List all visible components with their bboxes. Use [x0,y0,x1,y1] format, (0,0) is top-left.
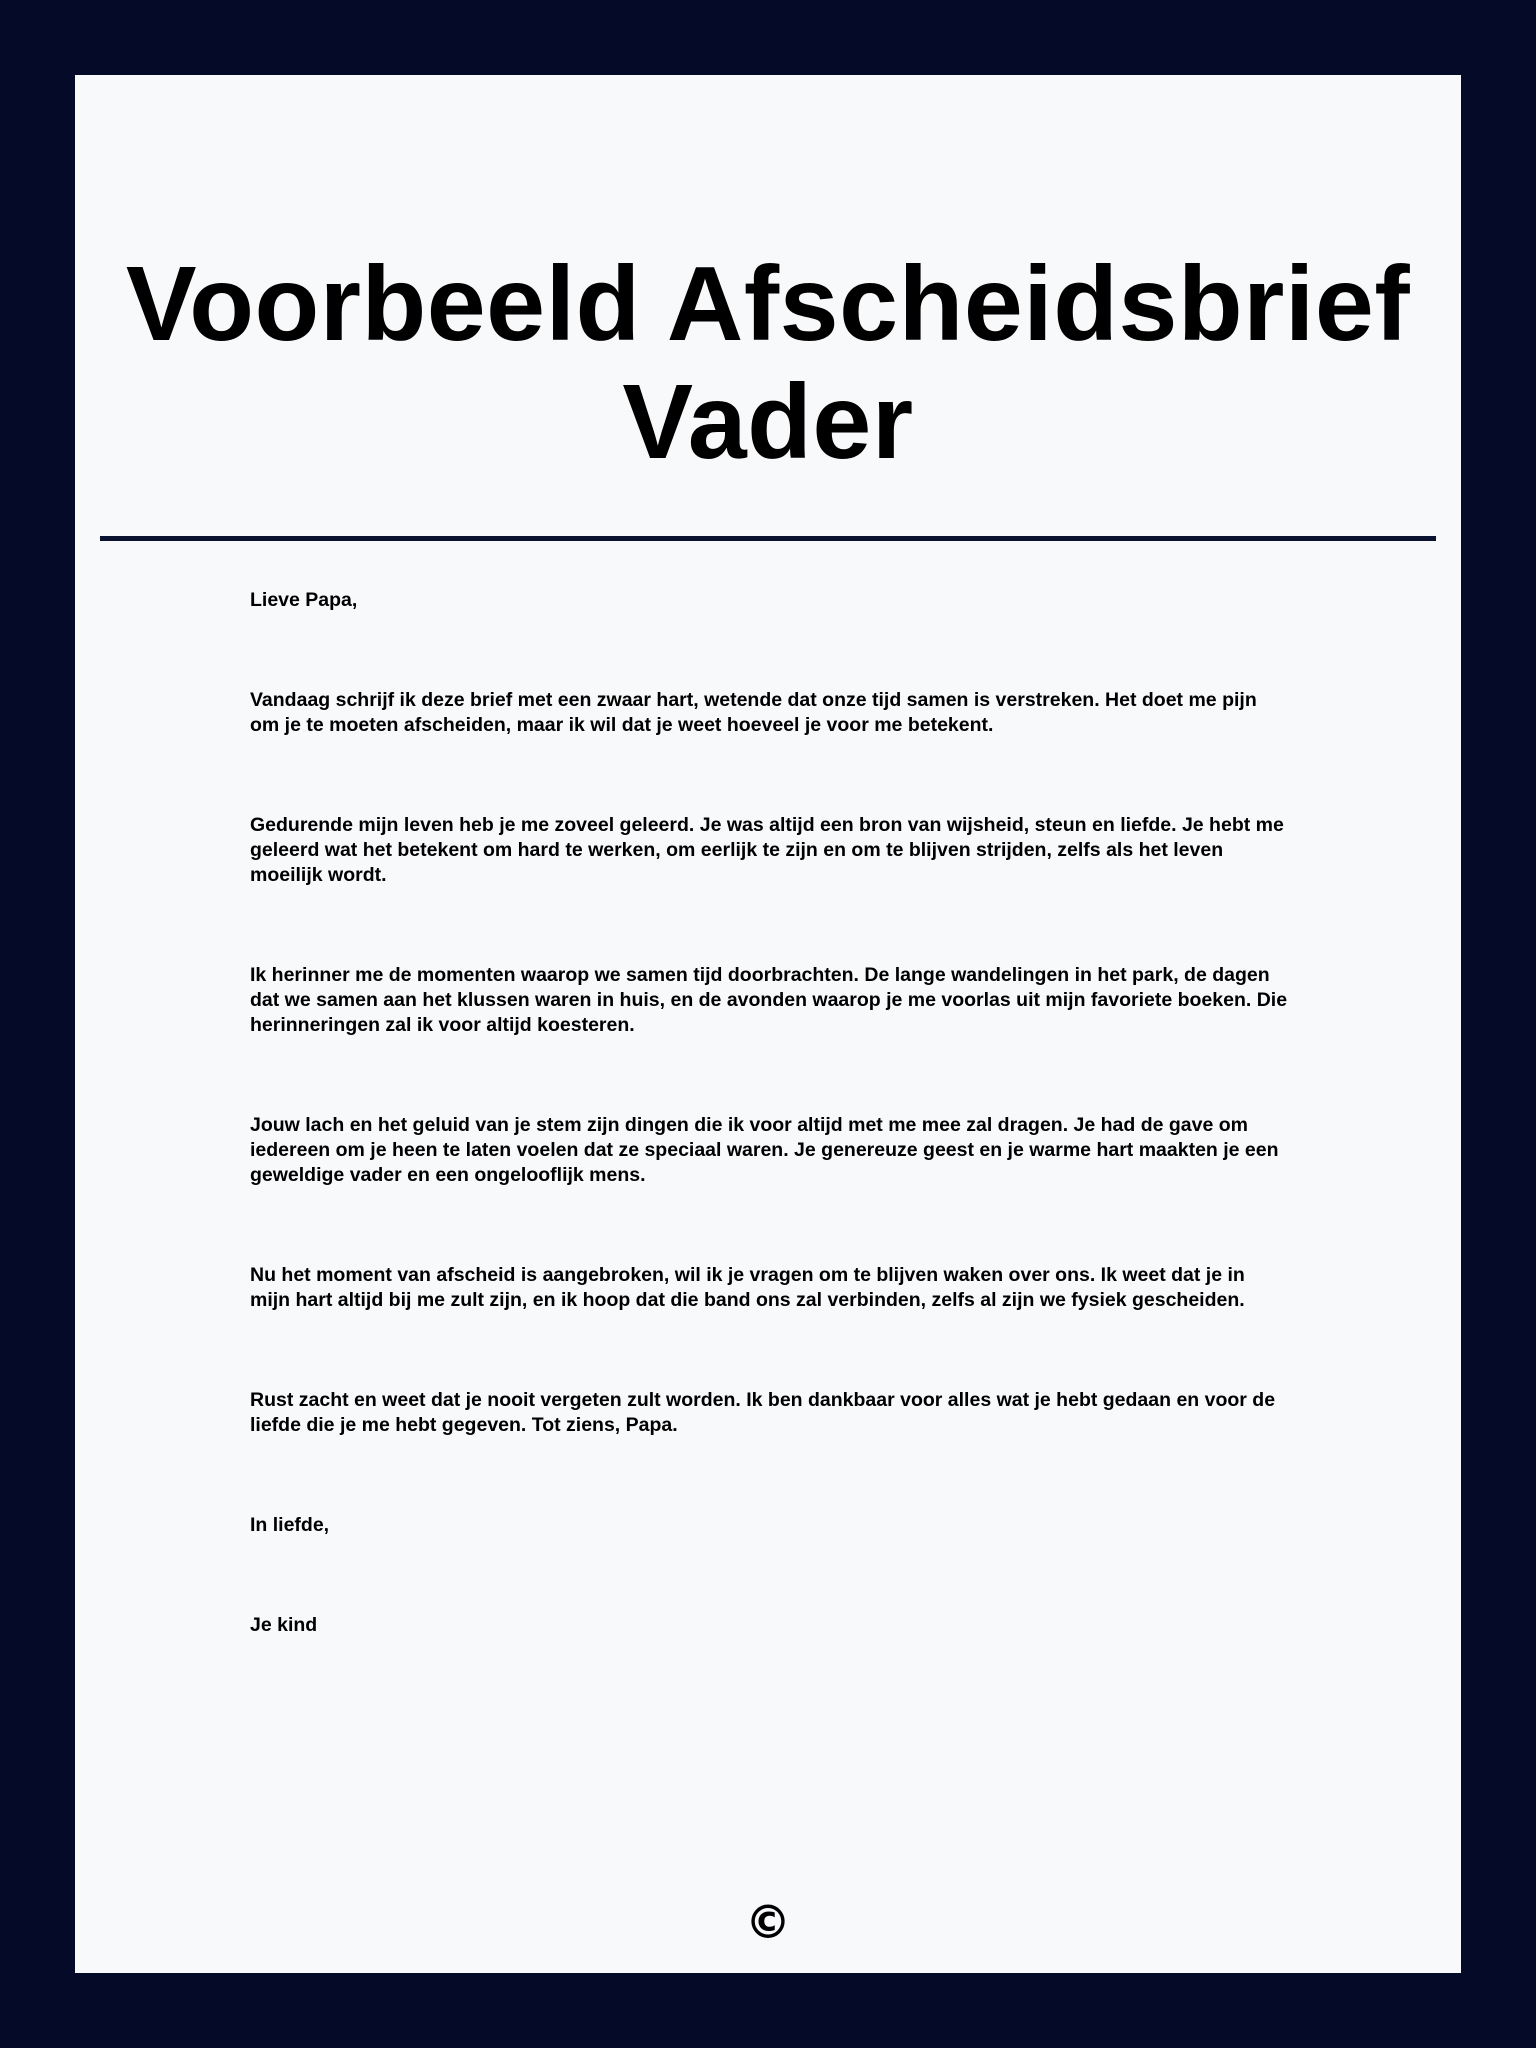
copyright-icon: © [745,1895,791,1949]
letter-paragraph: Ik herinner me de momenten waarop we samen tijd doorbrachten. De lange wandelingen in het park, de dagen dat we samen aan het klussen waren in huis, en de avonden waarop je me voorlas uit mijn favoriete boeken. Die herinneringen zal ik voor altijd koesteren. [250,964,1288,1036]
letter-paragraph: Rust zacht en weet dat je nooit vergeten zult worden. Ik ben dankbaar voor alles wat je hebt gedaan en voor de liefde die je me hebt gegeven. Tot ziens, Papa. [250,1389,1276,1436]
letter-signature: Je kind [250,1614,318,1636]
letter-paragraph: Jouw lach en het geluid van je stem zijn dingen die ik voor altijd met me mee zal dragen. Je had de gave om iedereen om je heen te laten voelen dat ze speciaal waren. Je genereuze geest en je warme hart maakten je een geweldige vader en een ongelooflijk mens. [250,1114,1279,1186]
letter-paragraph: Nu het moment van afscheid is aangebroken, wil ik je vragen om te blijven waken over ons. Ik weet dat je in mijn hart altijd bij me zult zijn, en ik hoop dat die band ons zal verbinden, zelfs al zijn we fysiek gescheiden. [250,1264,1245,1311]
page-title: Voorbeeld Afscheidsbrief Vader [125,245,1411,481]
letter-paragraph: Vandaag schrijf ik deze brief met een zwaar hart, wetende dat onze tijd samen is verstreken. Het doet me pijn om je te moeten afscheiden, maar ik wil dat je weet hoeveel je voor me betekent. [250,689,1257,736]
title-divider [100,536,1436,541]
letter-body [250,588,1290,1713]
letter-paragraph: Gedurende mijn leven heb je me zoveel geleerd. Je was altijd een bron van wijsheid, steun en liefde. Je hebt me geleerd wat het betekent om hard te werken, om eerlijk te zijn en om te blijven strijden, zelfs als het leven moeilijk wordt. [250,814,1284,886]
letter-page [75,75,1461,1973]
letter-greeting: Lieve Papa, [250,589,358,611]
letter-closing: In liefde, [250,1514,330,1536]
